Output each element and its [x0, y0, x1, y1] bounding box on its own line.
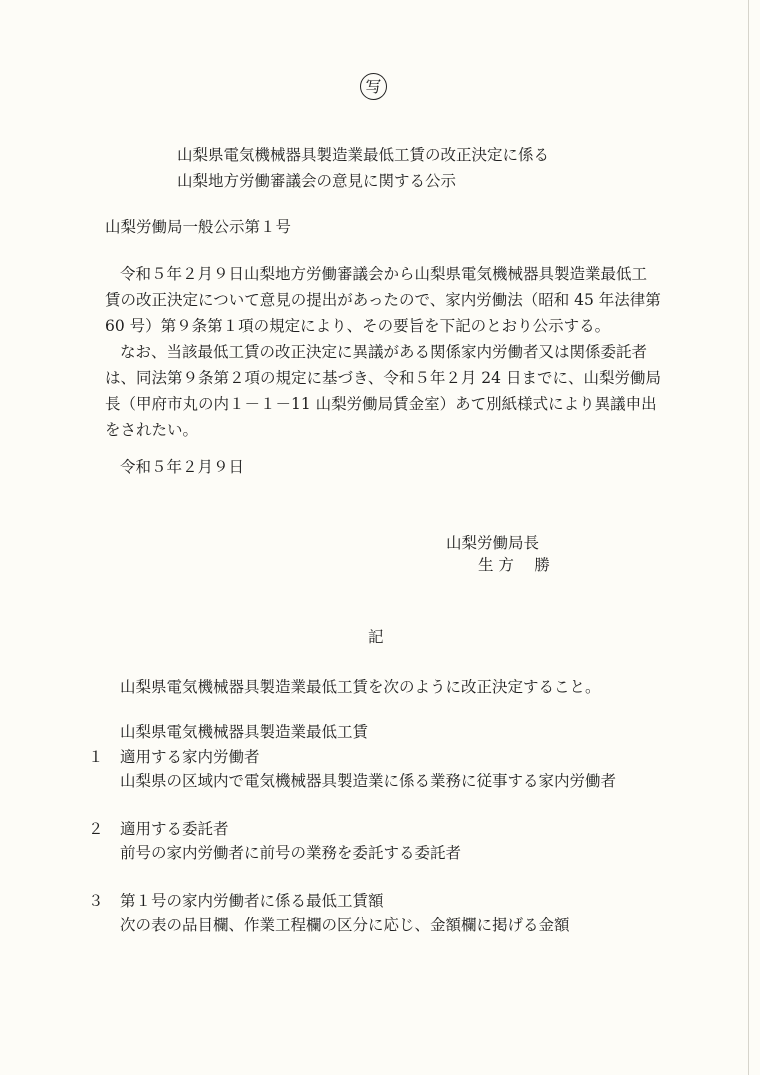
item-2-text: 前号の家内労働者に前号の業務を委託する委託者	[120, 844, 462, 862]
summary-line: 山梨県電気機械器具製造業最低工賃を次のように改正決定すること。	[120, 678, 601, 696]
ki-heading: 記	[368, 628, 384, 646]
item-1-number: １	[88, 748, 104, 766]
body-p2-line-2: は、同法第９条第２項の規定に基づき、令和５年２月 24 日までに、山梨労働局	[105, 369, 661, 387]
body-p1-line-1: 令和５年２月９日山梨地方労働審議会から山梨県電気機械器具製造業最低工	[120, 265, 648, 283]
page-edge-line	[748, 0, 749, 1075]
copy-stamp	[360, 73, 387, 100]
item-3-heading: 第１号の家内労働者に係る最低工賃額	[120, 892, 384, 910]
wage-title: 山梨県電気機械器具製造業最低工賃	[120, 723, 369, 741]
item-3-number: ３	[88, 892, 104, 910]
body-p2-line-3: 長（甲府市丸の内１－１－11 山梨労働局賃金室）あて別紙様式により異議申出	[105, 395, 657, 413]
body-p2-line-4: をされたい。	[105, 421, 199, 439]
title-line-2: 山梨地方労働審議会の意見に関する公示	[177, 172, 457, 190]
copy-stamp-char: 写	[365, 76, 382, 96]
item-1-heading: 適用する家内労働者	[120, 748, 260, 766]
item-1-text: 山梨県の区域内で電気機械器具製造業に係る業務に従事する家内労働者	[120, 772, 617, 790]
body-p2-line-1: なお、当該最低工賃の改正決定に異議がある関係家内労働者又は関係委託者	[120, 343, 648, 361]
notice-number: 山梨労働局一般公示第１号	[105, 218, 292, 236]
item-2-number: ２	[88, 820, 104, 838]
signature-name: 生 方 勝	[478, 556, 550, 574]
body-p1-line-3: 60 号）第９条第１項の規定により、その要旨を下記のとおり公示する。	[105, 317, 611, 335]
notice-date: 令和５年２月９日	[120, 458, 245, 476]
signature-office: 山梨労働局長	[446, 534, 540, 552]
title-line-1: 山梨県電気機械器具製造業最低工賃の改正決定に係る	[177, 146, 550, 164]
item-3-text: 次の表の品目欄、作業工程欄の区分に応じ、金額欄に掲げる金額	[120, 916, 570, 934]
item-2-heading: 適用する委託者	[120, 820, 229, 838]
body-p1-line-2: 賃の改正決定について意見の提出があったので、家内労働法（昭和 45 年法律第	[105, 291, 661, 309]
